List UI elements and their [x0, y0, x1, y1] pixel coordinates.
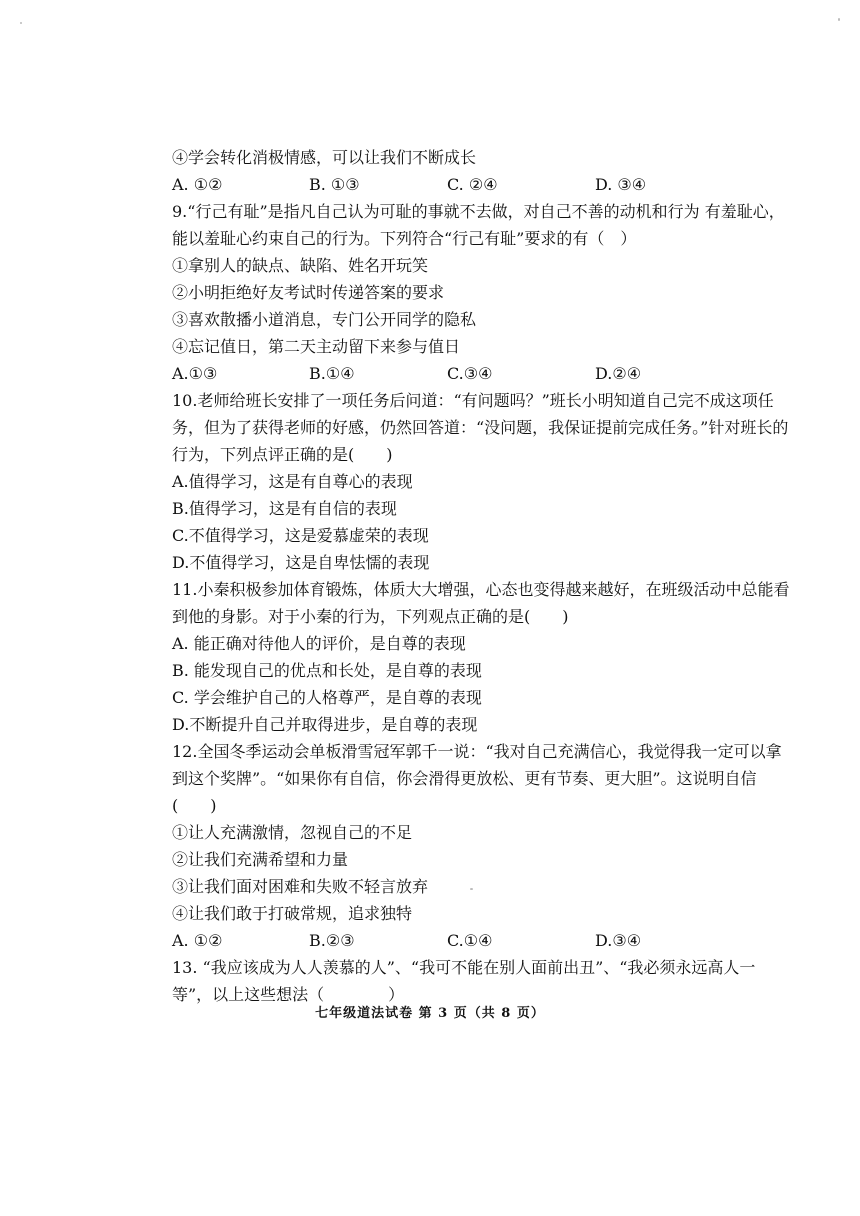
- q11-option-c: C. 学会维护自己的人格尊严，是自尊的表现: [172, 688, 482, 707]
- q9-stem: 9.“行己有耻”是指凡自己认为可耻的事就不去做，对自己不善的动机和行为 有羞耻心，能以羞耻心约束自己的行为。下列符合“行己有耻”要求的有（ ）: [172, 202, 785, 248]
- q10-option-d: D.不值得学习，这是自卑怯懦的表现: [172, 553, 430, 572]
- q12-option-c: C.①④: [447, 931, 493, 950]
- q8-option-c: C. ②④: [447, 175, 498, 194]
- q11-option-d: D.不断提升自己并取得进步，是自尊的表现: [172, 715, 478, 734]
- q9-option-b: B.①④: [309, 364, 355, 383]
- q9-statement-4: ④忘记值日，第二天主动留下来参与值日: [172, 337, 461, 356]
- q10-option-c: C.不值得学习，这是爱慕虚荣的表现: [172, 526, 429, 545]
- q9-options: [172, 360, 792, 387]
- q10-option-a: A.值得学习，这是有自尊心的表现: [172, 472, 413, 491]
- q10-option-b: B.值得学习，这是有自信的表现: [172, 499, 397, 518]
- q8-options: [172, 171, 792, 198]
- scan-speck: [838, 18, 840, 21]
- exam-content: [172, 144, 792, 1008]
- q9-option-a: A.①③: [172, 364, 218, 383]
- page-footer: 七年级道法试卷 第 3 页（共 8 页）: [315, 1006, 545, 1021]
- q12-option-b: B.②③: [309, 931, 355, 950]
- scan-speck: [20, 22, 22, 24]
- q12-options: [172, 927, 792, 954]
- q8-option-a: A. ①②: [172, 175, 223, 194]
- q11-option-b: B. 能发现自己的优点和长处，是自尊的表现: [172, 661, 482, 680]
- q12-statement-3: ③让我们面对困难和失败不轻言放弃: [172, 877, 429, 896]
- q8-option-b: B. ①③: [309, 175, 360, 194]
- q9-statement-1: ①拿别人的缺点、缺陷、姓名开玩笑: [172, 256, 429, 275]
- q9-statement-3: ③喜欢散播小道消息，专门公开同学的隐私: [172, 310, 477, 329]
- q11-option-a: A. 能正确对待他人的评价，是自尊的表现: [172, 634, 466, 653]
- scan-speck: [470, 888, 473, 890]
- q13-stem: 13. “我应该成为人人羡慕的人”、“我可不能在别人面前出丑”、“我必须永远高人一等”，以上这些想法（ ）: [172, 958, 756, 1004]
- q9-option-d: D.②④: [595, 364, 642, 383]
- q9-option-c: C.③④: [447, 364, 493, 383]
- q8-statement-4: ④学会转化消极情感，可以让我们不断成长: [172, 148, 477, 167]
- q12-option-a: A. ①②: [172, 931, 223, 950]
- q8-option-d: D. ③④: [595, 175, 647, 194]
- q9-statement-2: ②小明拒绝好友考试时传递答案的要求: [172, 283, 445, 302]
- q11-stem: 11.小秦积极参加体育锻炼，体质大大增强，心态也变得越来越好，在班级活动中总能看到他的身影。对于小秦的行为，下列观点正确的是( ): [172, 580, 790, 626]
- q12-stem: 12.全国冬季运动会单板滑雪冠军郭千一说：“我对自己充满信心，我觉得我一定可以拿到这个奖牌”。“如果你有自信，你会滑得更放松、更有节奏、更大胆”。这说明自信( ): [172, 742, 782, 815]
- q10-stem: 10.老师给班长安排了一项任务后问道：“有问题吗？”班长小明知道自己完不成这项任务，但为了获得老师的好感，仍然回答道：“没问题，我保证提前完成任务。”针对班长的行为，下列点评正确的是( ): [172, 391, 789, 464]
- q12-option-d: D.③④: [595, 931, 642, 950]
- q12-statement-4: ④让我们敢于打破常规，追求独特: [172, 904, 413, 923]
- q12-statement-1: ①让人充满激情，忽视自己的不足: [172, 823, 413, 842]
- q12-statement-2: ②让我们充满希望和力量: [172, 850, 349, 869]
